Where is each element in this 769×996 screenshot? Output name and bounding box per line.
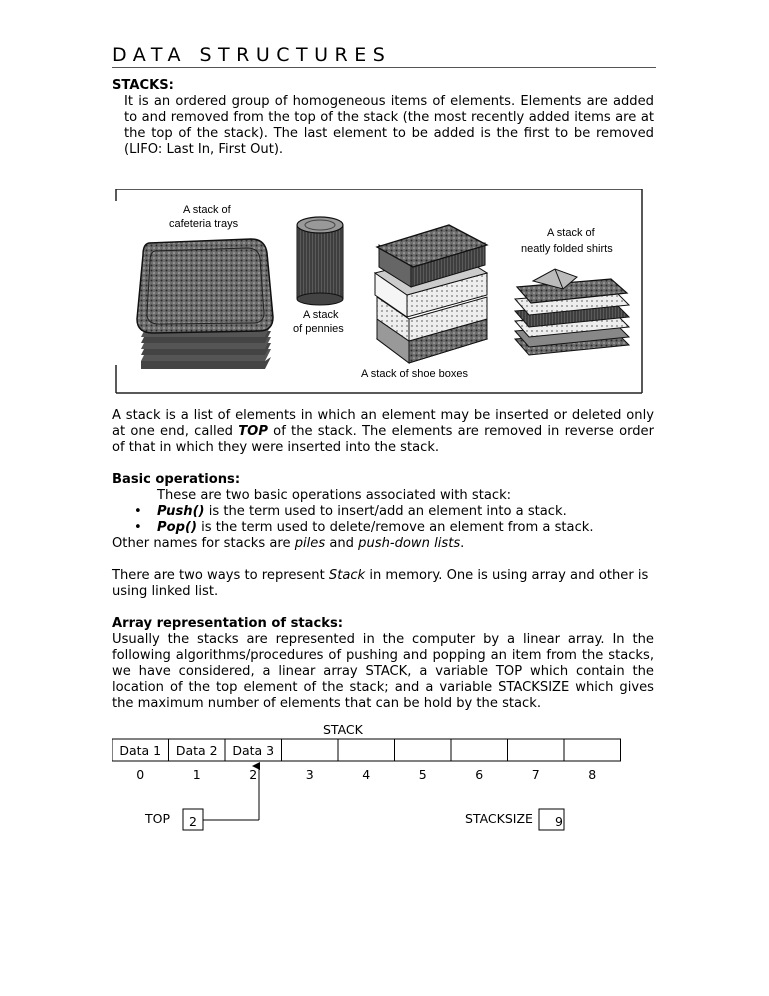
stack-array-cells [112,739,621,761]
array-cell-value-2: Data 3 [232,743,275,758]
push-description: is the term used to insert/add an element into a stack. [204,504,567,519]
representation-text-1: There are two ways to represent [112,568,329,583]
pop-term: Pop() [157,520,197,535]
top-label: TOP [145,811,171,826]
stack-array-diagram [112,722,657,842]
array-cell-8 [564,739,621,761]
array-index-4: 4 [362,767,371,782]
stacks-intro: It is an ordered group of homogeneous items of elements. Elements are added to and removed from the top of the stack (the most recently added items are at the top of the stack). The last element to be added is the first to be removed (LIFO: Last In, First Out). [124,94,654,157]
array-index-3: 3 [305,767,314,782]
other-names-and: and [325,536,359,551]
array-cell-5 [395,739,452,761]
stack-array-indices [136,767,596,782]
stack-term: Stack [328,568,366,583]
array-cell-value-1: Data 2 [175,743,218,758]
label-pennies-1: A stack [303,309,339,321]
array-index-8: 8 [588,767,597,782]
stack-definition [112,408,654,456]
definition-top-term: TOP [238,424,268,439]
array-index-0: 0 [136,767,145,782]
header-rule [112,67,656,68]
array-cell-6 [451,739,508,761]
pennies-drawing [297,217,343,305]
basic-operations-heading: Basic operations: [112,472,241,487]
label-trays-2: cafeteria trays [169,218,239,230]
list-item [112,520,654,536]
label-trays-1: A stack of [183,204,231,216]
label-shirts-2: neatly folded shirts [521,243,613,255]
label-pennies-2: of pennies [293,323,344,335]
stack-examples-illustration [115,189,643,394]
other-names-text: Other names for stacks are [112,536,295,551]
array-index-2: 2 [249,767,258,782]
list-item [112,504,654,520]
representation-text [112,568,654,600]
stack-label: STACK [323,722,363,737]
other-names-end: . [460,536,465,551]
representation-text-2: in memory. One is using array and other is using linked list. [112,568,649,599]
array-index-6: 6 [475,767,484,782]
page-header-title: DATA STRUCTURES [112,44,392,66]
definition-text-1: A stack is a list of elements in which an element may be inserted or deleted only at one end, called [112,408,654,439]
array-index-1: 1 [192,767,201,782]
array-cell-4 [338,739,395,761]
illustration-svg [115,189,643,394]
shirts-drawing [515,269,629,355]
main-content [112,78,654,712]
bullet-icon: • [134,520,142,535]
piles-term: piles [294,536,326,551]
other-names [112,536,654,552]
pop-description: is the term used to delete/remove an element from a stack. [196,520,594,535]
label-shirts-1: A stack of [547,227,595,239]
top-value: 2 [189,814,197,829]
push-term: Push() [157,504,205,519]
array-representation-heading: Array representation of stacks: [112,616,343,631]
push-down-term: push-down lists [358,536,461,551]
operations-list [112,504,654,536]
array-index-5: 5 [418,767,427,782]
array-representation-body: Usually the stacks are represented in the computer by a linear array. In the following algorithms/procedures of pushing and popping an item from the stacks, we have considered, a linear array STACK, a variable TOP which contain the location of the top element of the stack; and a variable STACKSIZE which gives the maximum number of elements that can be hold by the stack. [112,632,654,711]
array-cell-3 [282,739,339,761]
stacksize-label: STACKSIZE [465,811,533,826]
label-shoe-boxes: A stack of shoe boxes [361,368,469,380]
basic-operations-intro: These are two basic operations associated with stack: [157,488,512,503]
stack-array-svg [112,722,657,842]
shoe-boxes-drawing [375,225,487,363]
array-cell-value-0: Data 1 [119,743,162,758]
bullet-icon: • [134,504,142,519]
array-cell-7 [508,739,565,761]
trays-drawing [137,239,273,369]
stacks-heading: STACKS: [112,78,174,93]
stacksize-value: 9 [555,814,563,829]
array-index-7: 7 [531,767,540,782]
definition-text-2: of the stack. The elements are removed in reverse order of that in which they were inserted into the stack. [112,424,654,455]
